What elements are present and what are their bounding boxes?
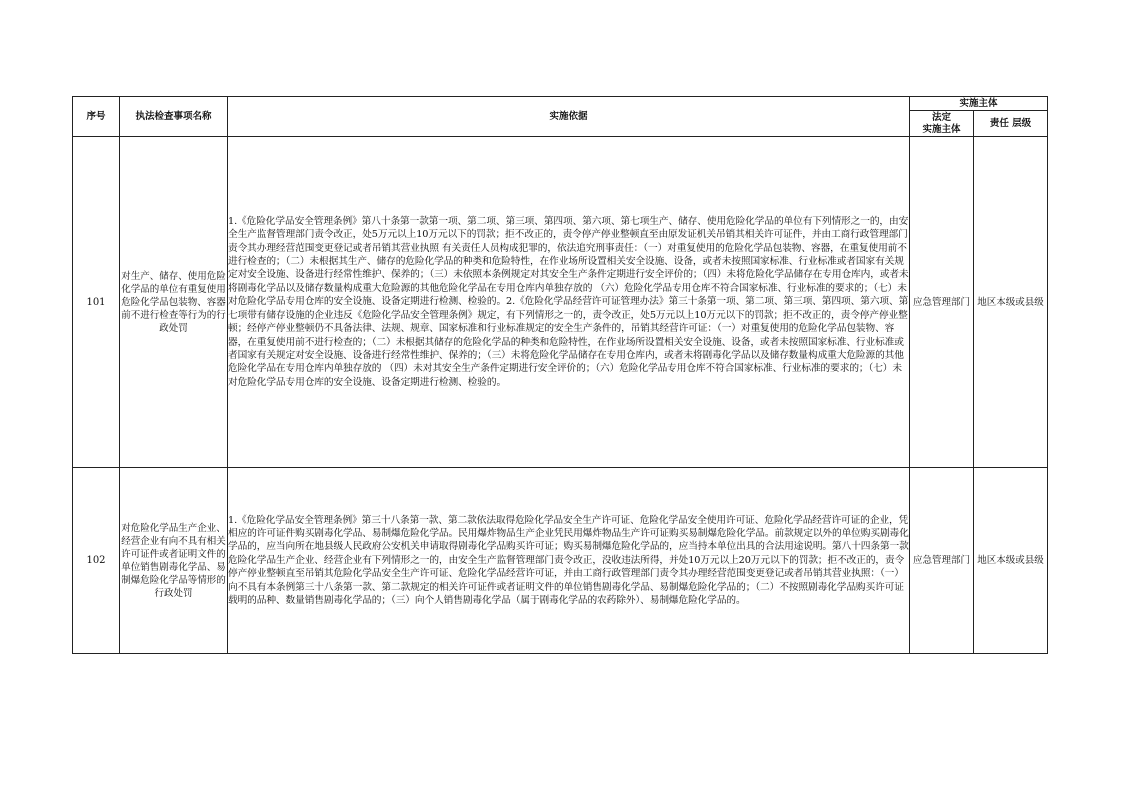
row-dept: 应急管理部门 (910, 137, 974, 468)
row-seq: 102 (73, 468, 120, 654)
header-subject: 实施主体 (910, 97, 1048, 111)
table-row (73, 137, 1048, 468)
header-seq: 序号 (73, 97, 120, 137)
row-level: 地区本级或县级 (974, 468, 1048, 654)
table-row (73, 468, 1048, 654)
header-legal-subject: 法定 实施主体 (910, 111, 974, 137)
row-item-name: 对生产、储存、使用危险化学品的单位有重复使用危险化学品包装物、容器前不进行检查等行为的行政处罚 (120, 137, 228, 468)
row-seq: 101 (73, 137, 120, 468)
row-level: 地区本级或县级 (974, 137, 1048, 468)
header-basis: 实施依据 (228, 97, 910, 137)
row-dept: 应急管理部门 (910, 468, 974, 654)
header-responsibility-level: 责任 层级 (974, 111, 1048, 137)
row-item-name: 对危险化学品生产企业、经营企业有向不具有相关许可证件或者证明文件的单位销售剧毒化学品、易制爆危险化学品等情形的行政处罚 (120, 468, 228, 654)
row-basis: 1.《危险化学品安全管理条例》第八十条第一款第一项、第二项、第三项、第四项、第六项、第七项生产、储存、使用危险化学品的单位有下列情形之一的，由安全生产监督管理部门责令改正，处5万元以上10万元以下的罚款；拒不改正的，责令停产停业整顿直至由原发证机关吊销其相关许可证件，并由工商行政管理部门责令其办理经营范围变更登记或者吊销其营业执照 有关责任人员构成犯罪的，依法追究刑事责任：（一）对重复使用的危险化学品包装物、容器，在重复使用前不进行检查的；（二）未根据其生产、储存的危险化学品的种类和危险特性，在作业场所设置相关安全设施、设备，或者未按照国家标准、行业标准或者国家有关规定对安全设施、设备进行经常性维护、保养的；（三）未依照本条例规定对其安全生产条件定期进行安全评价的；（四）未将危险化学品储存在专用仓库内，或者未将剧毒化学品以及储存数量构成重大危险源的其他危险化学品在专用仓库内单独存放的 （六）危险化学品专用仓库不符合国家标准、行业标准的要求的；（七）未对危险化学品专用仓库的安全设施、设备定期进行检测、检验的。2.《危险化学品经营许可证管理办法》第三十条第一项、第二项、第三项、第四项、第六项、第七项带有储存设施的企业违反《危险化学品安全管理条例》规定，有下列情形之一的，责令改正，处5万元以上10万元以下的罚款；拒不改正的，责令停产停业整顿；经停产停业整顿仍不具备法律、法规、规章、国家标准和行业标准规定的安全生产条件的，吊销其经营许可证：（一）对重复使用的危险化学品包装物、容器，在重复使用前不进行检查的；（二）未根据其储存的危险化学品的种类和危险特性，在作业场所设置相关安全设施、设备，或者未按照国家标准、行业标准或者国家有关规定对安全设施、设备进行经常性维护、保养的；（三）未将危险化学品储存在专用仓库内，或者未将剧毒化学品以及储存数量构成重大危险源的其他危险化学品在专用仓库内单独存放的 （四）未对其安全生产条件定期进行安全评价的；（六）危险化学品专用仓库不符合国家标准、行业标准的要求的；（七）未对危险化学品专用仓库的安全设施、设备定期进行检测、检验的。 (228, 137, 910, 468)
row-basis: 1.《危险化学品安全管理条例》第三十八条第一款、第二款依法取得危险化学品安全生产许可证、危险化学品安全使用许可证、危险化学品经营许可证的企业，凭相应的许可证件购买剧毒化学品、易制爆危险化学品。民用爆炸物品生产企业凭民用爆炸物品生产许可证购买易制爆危险化学品。前款规定以外的单位购买剧毒化学品的，应当向所在地县级人民政府公安机关申请取得剧毒化学品购买许可证；购买易制爆危险化学品的，应当持本单位出具的合法用途说明。第八十四条第一款危险化学品生产企业、经营企业有下列情形之一的，由安全生产监督管理部门责令改正，没收违法所得，并处10万元以上20万元以下的罚款；拒不改正的，责令停产停业整顿直至吊销其危险化学品安全生产许可证、危险化学品经营许可证，并由工商行政管理部门责令其办理经营范围变更登记或者吊销其营业执照：（一）向不具有本条例第三十八条第一款、第二款规定的相关许可证件或者证明文件的单位销售剧毒化学品、易制爆危险化学品的；（二）不按照剧毒化学品购买许可证载明的品种、数量销售剧毒化学品的；（三）向个人销售剧毒化学品（属于剧毒化学品的农药除外）、易制爆危险化学品的。 (228, 468, 910, 654)
header-item-name: 执法检查事项名称 (120, 97, 228, 137)
enforcement-items-table (72, 96, 1048, 654)
